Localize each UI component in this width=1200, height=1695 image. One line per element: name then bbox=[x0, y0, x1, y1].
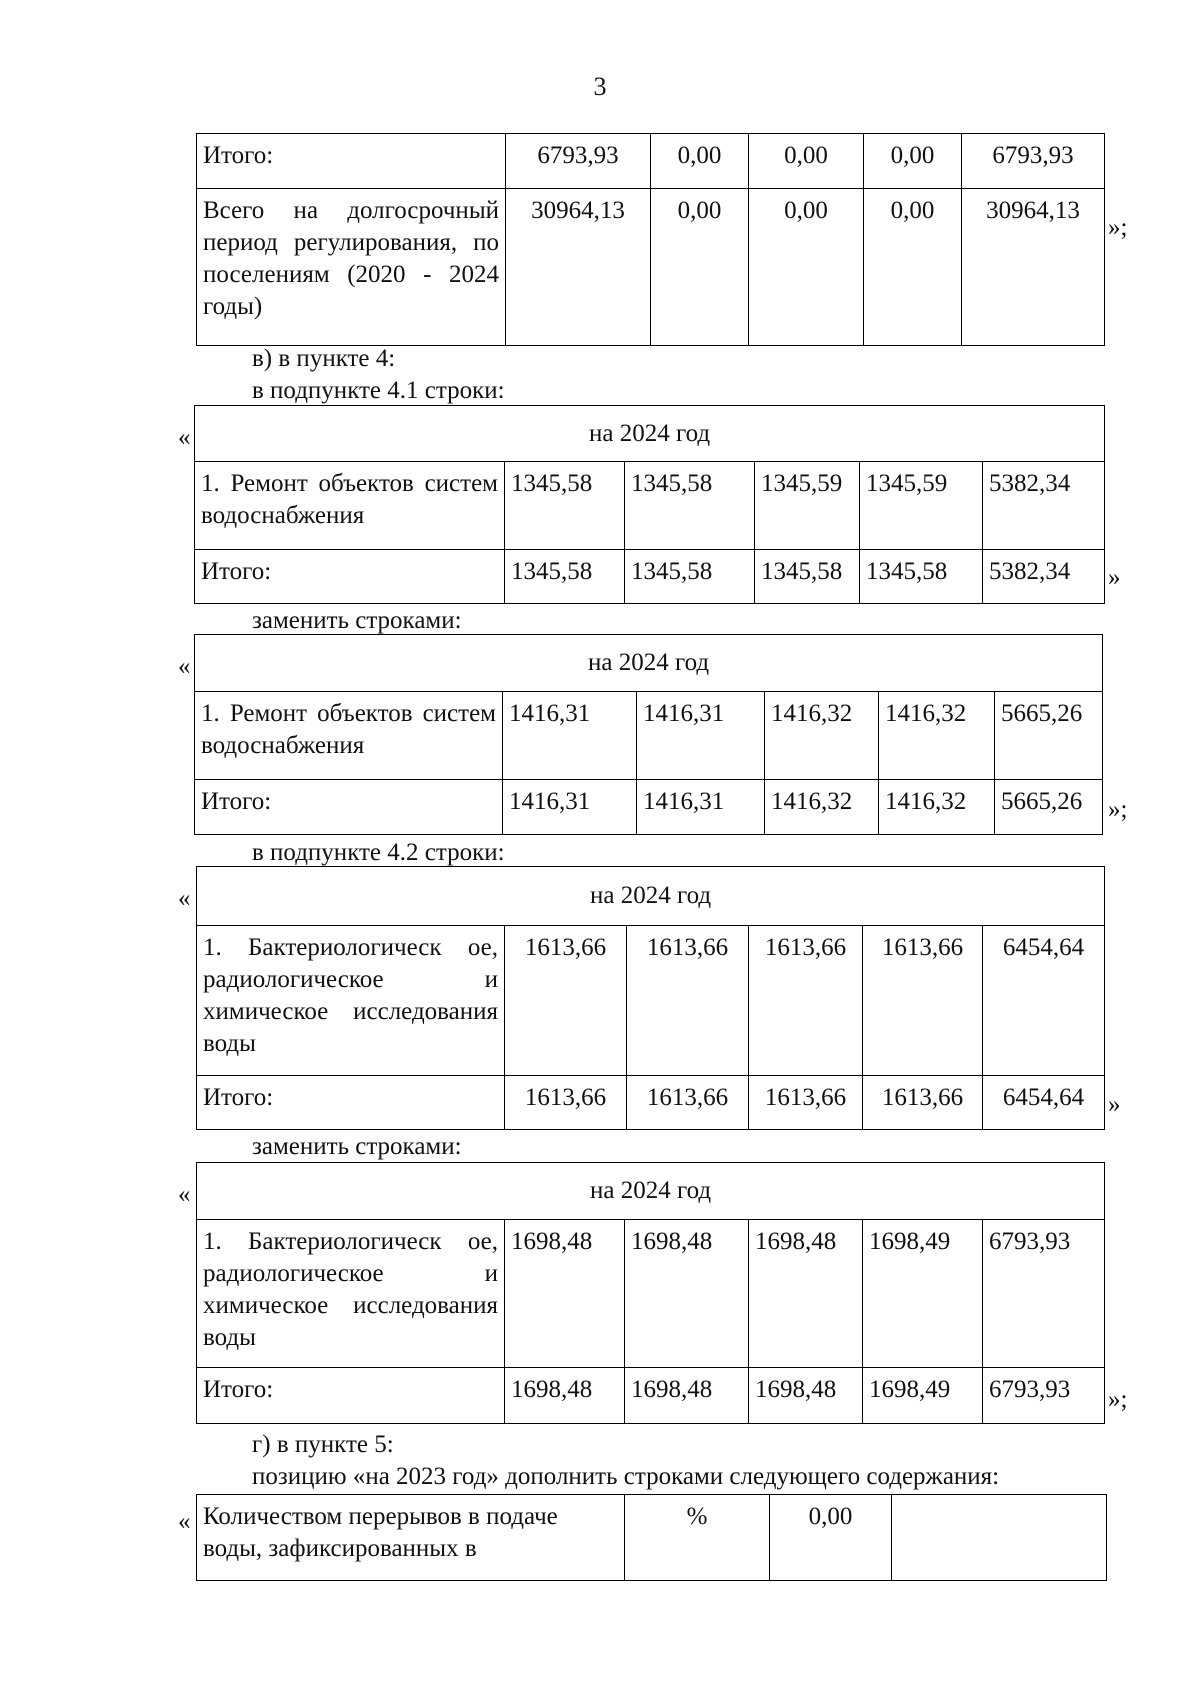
table-row bbox=[195, 550, 1105, 604]
cell-value: 1613,66 bbox=[627, 1076, 749, 1130]
cell-value: 5665,26 bbox=[995, 692, 1103, 780]
cell-value: 1345,58 bbox=[625, 550, 755, 604]
cell-value: 6793,93 bbox=[983, 1368, 1105, 1424]
cell-value: 6793,93 bbox=[983, 1220, 1105, 1368]
cell-value: 0,00 bbox=[770, 1495, 892, 1581]
open-quote: « bbox=[178, 424, 191, 451]
table-row bbox=[195, 406, 1105, 462]
paragraph: заменить строками: bbox=[252, 1133, 462, 1160]
cell-value: 0,00 bbox=[749, 134, 864, 189]
cell-value: 6793,93 bbox=[962, 134, 1105, 189]
cell-value: 1345,59 bbox=[860, 462, 983, 550]
row-label: 1. Бактериологическ ое, радиологическое и химическое исследования воды bbox=[197, 1220, 505, 1368]
original-table-4-2 bbox=[196, 866, 1105, 1130]
cell-value: 1613,66 bbox=[627, 926, 749, 1076]
paragraph: г) в пункте 5: bbox=[252, 1431, 394, 1458]
cell-value: 1698,49 bbox=[863, 1368, 983, 1424]
paragraph: заменить строками: bbox=[252, 607, 462, 634]
open-quote: « bbox=[178, 885, 191, 912]
cell-value: 1416,31 bbox=[503, 692, 637, 780]
cell-value: 1416,31 bbox=[503, 780, 637, 835]
year-header: на 2024 год bbox=[197, 1163, 1105, 1220]
cell-value: 1345,58 bbox=[755, 550, 860, 604]
row-label: Итого: bbox=[197, 1368, 505, 1424]
table-row bbox=[197, 1163, 1105, 1220]
unit-cell: % bbox=[625, 1495, 770, 1581]
cell-value: 1345,58 bbox=[625, 462, 755, 550]
cell-value: 1345,58 bbox=[860, 550, 983, 604]
cell-value: 1698,48 bbox=[505, 1368, 625, 1424]
cell-value: 0,00 bbox=[864, 134, 962, 189]
row-label: 1. Ремонт объектов систем водоснабжения bbox=[195, 692, 503, 780]
table-row bbox=[195, 635, 1103, 692]
cell-value: 6454,64 bbox=[983, 1076, 1105, 1130]
row-label: Количеством перерывов в подаче воды, зафиксированных в bbox=[197, 1495, 625, 1581]
table-row bbox=[197, 1220, 1105, 1368]
cell-value: 1416,32 bbox=[879, 780, 995, 835]
row-label: 1. Бактериологическ ое, радиологическое и химическое исследования воды bbox=[197, 926, 505, 1076]
row-label: Всего на долгосрочный период регулирования, по поселениям (2020 - 2024 годы) bbox=[197, 189, 506, 346]
open-quote: « bbox=[178, 1181, 191, 1208]
cell-value: 1613,66 bbox=[505, 1076, 627, 1130]
year-header: на 2024 год bbox=[197, 867, 1105, 926]
cell-value: 5665,26 bbox=[995, 780, 1103, 835]
close-quote: » bbox=[1108, 1091, 1121, 1118]
paragraph: в подпункте 4.2 строки: bbox=[252, 839, 505, 866]
cell-value: 1416,31 bbox=[637, 780, 765, 835]
row-label: 1. Ремонт объектов систем водоснабжения bbox=[195, 462, 505, 550]
cell-value: 0,00 bbox=[651, 134, 749, 189]
replacement-table-4-1 bbox=[194, 634, 1103, 835]
table-row bbox=[197, 867, 1105, 926]
table-row bbox=[195, 692, 1103, 780]
paragraph: в подпункте 4.1 строки: bbox=[252, 377, 505, 404]
page-number: 3 bbox=[593, 72, 607, 101]
cell-value: 1345,58 bbox=[505, 550, 625, 604]
row-label: Итого: bbox=[195, 780, 503, 835]
empty-cell bbox=[892, 1495, 1107, 1581]
row-label: Итого: bbox=[197, 1076, 505, 1130]
table-row bbox=[195, 462, 1105, 550]
cell-value: 1698,48 bbox=[749, 1368, 863, 1424]
cell-value: 1698,48 bbox=[625, 1368, 749, 1424]
cell-value: 1345,58 bbox=[505, 462, 625, 550]
new-indicator-table bbox=[196, 1494, 1107, 1581]
open-quote: « bbox=[178, 653, 191, 680]
year-header: на 2024 год bbox=[195, 406, 1105, 462]
cell-value: 0,00 bbox=[864, 189, 962, 346]
cell-value: 1613,66 bbox=[749, 1076, 863, 1130]
table-row bbox=[197, 134, 1105, 189]
cell-value: 1345,59 bbox=[755, 462, 860, 550]
cell-value: 6793,93 bbox=[506, 134, 651, 189]
cell-value: 1613,66 bbox=[863, 926, 983, 1076]
cell-value: 30964,13 bbox=[962, 189, 1105, 346]
close-quote: »; bbox=[1108, 1386, 1128, 1413]
cell-value: 1416,31 bbox=[637, 692, 765, 780]
close-quote: »; bbox=[1108, 214, 1128, 241]
cell-value: 1416,32 bbox=[765, 780, 879, 835]
table-row bbox=[197, 1368, 1105, 1424]
cell-value: 1698,49 bbox=[863, 1220, 983, 1368]
cell-value: 5382,34 bbox=[983, 550, 1105, 604]
paragraph: в) в пункте 4: bbox=[252, 345, 396, 372]
original-table-4-1 bbox=[194, 405, 1105, 604]
cell-value: 1613,66 bbox=[505, 926, 627, 1076]
cell-value: 1698,48 bbox=[749, 1220, 863, 1368]
totals-table bbox=[196, 133, 1105, 346]
open-quote: « bbox=[178, 1508, 191, 1535]
cell-value: 6454,64 bbox=[983, 926, 1105, 1076]
table-row bbox=[195, 780, 1103, 835]
year-header: на 2024 год bbox=[195, 635, 1103, 692]
cell-value: 1416,32 bbox=[879, 692, 995, 780]
cell-value: 5382,34 bbox=[983, 462, 1105, 550]
replacement-table-4-2 bbox=[196, 1162, 1105, 1424]
close-quote: »; bbox=[1108, 796, 1128, 823]
cell-value: 1698,48 bbox=[625, 1220, 749, 1368]
table-row bbox=[197, 189, 1105, 346]
cell-value: 0,00 bbox=[749, 189, 864, 346]
row-label: Итого: bbox=[195, 550, 505, 604]
cell-value: 1613,66 bbox=[749, 926, 863, 1076]
paragraph: позицию «на 2023 год» дополнить строками следующего содержания: bbox=[252, 1463, 1000, 1490]
cell-value: 30964,13 bbox=[506, 189, 651, 346]
cell-value: 1698,48 bbox=[505, 1220, 625, 1368]
table-row bbox=[197, 926, 1105, 1076]
cell-value: 1416,32 bbox=[765, 692, 879, 780]
table-row bbox=[197, 1076, 1105, 1130]
row-label: Итого: bbox=[197, 134, 506, 189]
cell-value: 0,00 bbox=[651, 189, 749, 346]
table-row bbox=[197, 1495, 1107, 1581]
cell-value: 1613,66 bbox=[863, 1076, 983, 1130]
close-quote: » bbox=[1108, 564, 1121, 591]
